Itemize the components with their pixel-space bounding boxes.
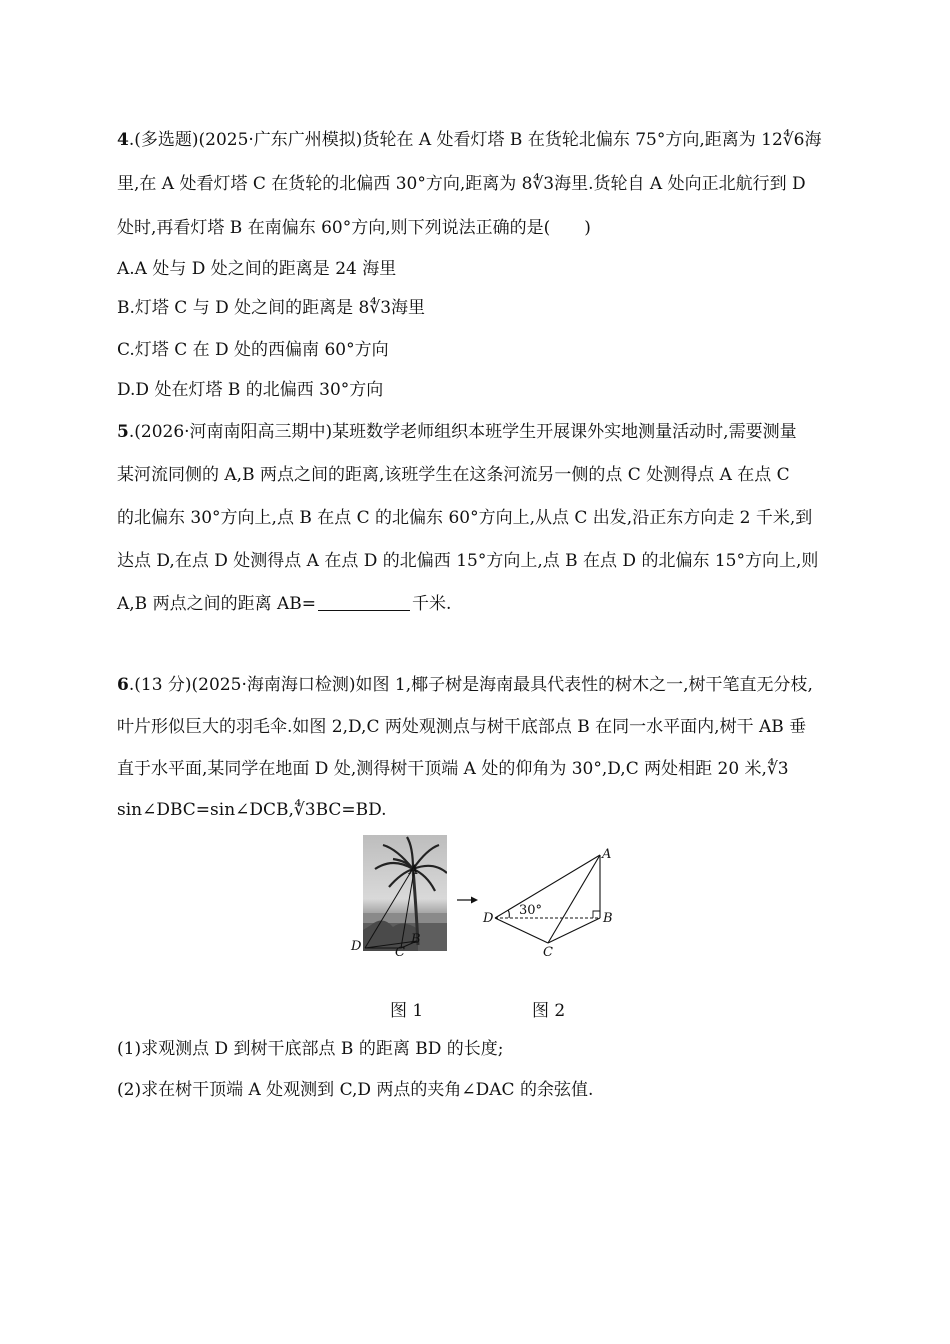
figure-area	[345, 835, 625, 975]
fig2-label-c: C	[543, 945, 553, 960]
angle-label: 30°	[519, 903, 543, 918]
q4-option-d: D.D 处在灯塔 B 的北偏西 30°方向	[117, 380, 384, 400]
q4-option-c: C.灯塔 C 在 D 处的西偏南 60°方向	[117, 340, 389, 360]
q6-line-3: 直于水平面,某同学在地面 D 处,测得树干顶端 A 处的仰角为 30°,D,C 两处相距 20 米,∜3	[117, 759, 789, 779]
figure-1-caption: 图 1	[390, 1001, 424, 1021]
q4-option-a: A.A 处与 D 处之间的距离是 24 海里	[117, 259, 397, 279]
q4-option-b: B.灯塔 C 与 D 处之间的距离是 8∜3海里	[117, 298, 426, 318]
q6-subquestion-1: (1)求观测点 D 到树干底部点 B 的距离 BD 的长度;	[117, 1039, 504, 1059]
figure-2-caption: 图 2	[532, 1001, 566, 1021]
q5-line-3: 的北偏东 30°方向上,点 B 在点 C 的北偏东 60°方向上,从点 C 出发,沿正东方向走 2 千米,到	[117, 508, 813, 528]
q6-line-2: 叶片形似巨大的羽毛伞.如图 2,D,C 两处观测点与树干底部点 B 在同一水平面内,树干 AB 垂	[117, 717, 807, 737]
q4-line-1: 4.(多选题)(2025·广东广州模拟)货轮在 A 处看灯塔 B 在货轮北偏东 75°方向,距离为 12∜6海	[117, 130, 822, 150]
fig1-label-b: B	[411, 932, 421, 947]
fig2-label-b: B	[603, 911, 613, 926]
q5-number: 5	[117, 422, 129, 442]
answer-blank	[318, 594, 410, 611]
q6-number: 6	[117, 675, 129, 695]
q4-line-2: 里,在 A 处看灯塔 C 在货轮的北偏西 30°方向,距离为 8∜3海里.货轮自 A 处向正北航行到 D	[117, 174, 806, 194]
line-ca	[548, 855, 600, 943]
fig1-label-a: A	[409, 863, 419, 878]
q4-number: 4	[117, 130, 129, 150]
q4-line-3: 处时,再看灯塔 B 在南偏东 60°方向,则下列说法正确的是( )	[117, 218, 591, 238]
q5-line-5: A,B 两点之间的距离 AB= 千米.	[117, 594, 452, 614]
q6-line-4: sin∠DBC=sin∠DCB,∜3BC=BD.	[117, 800, 387, 820]
q6-line-1: 6.(13 分)(2025·海南海口检测)如图 1,椰子树是海南最具代表性的树木之一,树干笔直无分枝,	[117, 675, 813, 695]
q5-line-4: 达点 D,在点 D 处测得点 A 在点 D 的北偏西 15°方向上,点 B 在点 D 的北偏东 15°方向上,则	[117, 551, 819, 571]
q5-line-2: 某河流同侧的 A,B 两点之间的距离,该班学生在这条河流另一侧的点 C 处测得点 A 在点 C	[117, 465, 790, 485]
fig1-label-d: D	[351, 939, 362, 954]
line-da	[495, 855, 600, 918]
q5-line-1: 5.(2026·河南南阳高三期中)某班数学老师组织本班学生开展课外实地测量活动时,需要测量	[117, 422, 797, 442]
line-dc	[495, 918, 548, 943]
fig1-label-c: C	[395, 945, 405, 960]
fig2-label-d: D	[483, 911, 494, 926]
angle-arc	[508, 910, 509, 918]
figure-1-photo	[363, 835, 447, 951]
fig2-label-a: A	[602, 847, 612, 862]
right-angle-mark	[593, 911, 600, 918]
q6-subquestion-2: (2)求在树干顶端 A 处观测到 C,D 两点的夹角∠DAC 的余弦值.	[117, 1080, 594, 1100]
